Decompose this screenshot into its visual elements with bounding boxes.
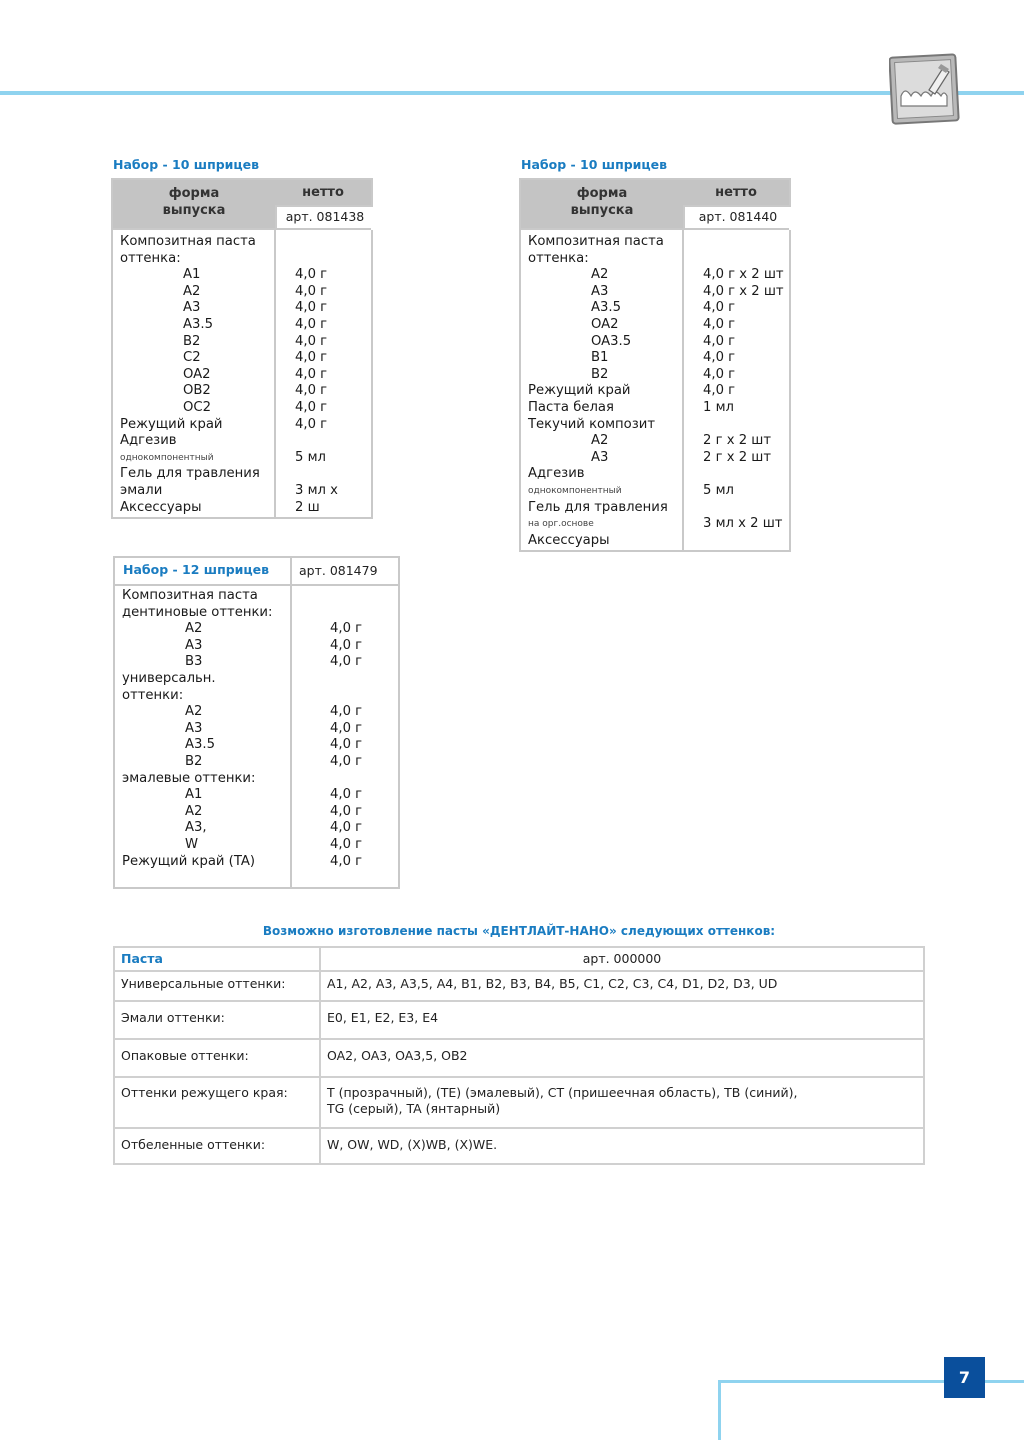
kit2-row-name: A2 bbox=[591, 267, 609, 283]
kit1-header-border bbox=[113, 228, 371, 230]
kit3-row-value: 4,0 г bbox=[330, 654, 363, 670]
kit2-col-form-line2: выпуска bbox=[570, 203, 634, 218]
kit1-col-net: нетто bbox=[302, 185, 344, 200]
kit2-row-name: оттенка: bbox=[528, 250, 589, 266]
kit2-row bbox=[521, 267, 789, 284]
shades-header-row bbox=[114, 947, 924, 971]
kit3-row bbox=[115, 704, 398, 721]
kit2-row bbox=[521, 466, 789, 483]
kit2-row bbox=[521, 417, 789, 434]
kit2-row bbox=[521, 300, 789, 317]
kit1-row-value: 4,0 г bbox=[295, 399, 328, 415]
kit1-row-value: 4,0 г bbox=[295, 383, 328, 399]
kit1-row-name: B2 bbox=[183, 333, 201, 349]
kit1-row-value: 4,0 г bbox=[295, 333, 328, 349]
kit1-row bbox=[113, 483, 371, 500]
kit2-row-value: 3 мл х 2 шт bbox=[703, 516, 783, 532]
shades-row-value-line2: TG (серый), TA (янтарный) bbox=[327, 1101, 501, 1116]
kit2-row bbox=[521, 334, 789, 351]
kit2-row-value: 4,0 г bbox=[703, 300, 736, 316]
kit1-col-form-line1: форма bbox=[168, 186, 220, 201]
shades-row bbox=[114, 1039, 924, 1077]
kit2-row-name: Паста белая bbox=[528, 399, 614, 415]
kit1-row bbox=[113, 300, 371, 317]
kit2-row-name: Режущий край bbox=[528, 383, 631, 399]
kit1-row-name: C2 bbox=[183, 350, 201, 366]
kit1-row-name: A3 bbox=[183, 300, 201, 316]
kit1-rows bbox=[113, 234, 371, 516]
kit2-row-value: 4,0 г bbox=[703, 333, 736, 349]
kit1-row-value: 4,0 г bbox=[295, 283, 328, 299]
kit1-col-form bbox=[113, 185, 275, 219]
kit1-row-name: Гель для травления bbox=[120, 466, 260, 482]
kit1-col-form-line2: выпуска bbox=[162, 203, 226, 218]
shades-col-paste: Паста bbox=[114, 947, 320, 971]
kit3-row-name: универсальн. bbox=[122, 670, 216, 686]
kit2-row-value: 5 мл bbox=[703, 482, 734, 498]
kit2-row bbox=[521, 383, 789, 400]
kit1-row bbox=[113, 350, 371, 367]
shades-row bbox=[114, 971, 924, 1001]
kit1-row bbox=[113, 367, 371, 384]
kit1-row bbox=[113, 466, 371, 483]
kit2-row-name: OA2 bbox=[591, 316, 619, 332]
kit1-row-name: A1 bbox=[183, 267, 201, 283]
shades-row-value: E0, E1, E2, E3, E4 bbox=[320, 1001, 924, 1039]
kit2-row bbox=[521, 433, 789, 450]
kit1-row-name: оттенка: bbox=[120, 250, 181, 266]
kit2-row-name: A3.5 bbox=[591, 300, 621, 316]
kit3-rows bbox=[115, 588, 398, 870]
kit3-row-value: 4,0 г bbox=[330, 737, 363, 753]
kit2-row-name: A2 bbox=[591, 433, 609, 449]
kit2-row bbox=[521, 350, 789, 367]
kit1-row-name: A2 bbox=[183, 283, 201, 299]
kit3-row-name: A2 bbox=[185, 704, 203, 720]
kit2-row-name: на орг.основе bbox=[528, 519, 594, 530]
kit2-rows bbox=[521, 234, 789, 549]
kit1-row bbox=[113, 267, 371, 284]
kit1-row-name: Композитная паста bbox=[120, 234, 256, 249]
top-divider-line bbox=[0, 91, 1024, 95]
kit2-row-value: 4,0 г bbox=[703, 350, 736, 366]
kit1-row bbox=[113, 500, 371, 517]
kit3-row bbox=[115, 804, 398, 821]
kit1-row-value: 4,0 г bbox=[295, 316, 328, 332]
shades-title: Возможно изготовление пасты «ДЕНТЛАЙТ-НАНО» следующих оттенков: bbox=[262, 924, 776, 938]
kit3-row-name: дентиновые оттенки: bbox=[122, 604, 273, 620]
kit1-row bbox=[113, 251, 371, 268]
kit3-row-value: 4,0 г bbox=[330, 753, 363, 769]
kit3-row-name: A3, bbox=[185, 820, 207, 836]
shades-row-value: A1, A2, A3, A3,5, A4, B1, B2, B3, B4, B5, C1, C2, C3, C4, D1, D2, D3, UD bbox=[320, 971, 924, 1001]
kit2-row-value: 4,0 г х 2 шт bbox=[703, 267, 784, 283]
kit2-row-name: B2 bbox=[591, 366, 609, 382]
kit2-col-net: нетто bbox=[715, 185, 757, 200]
kit1-row bbox=[113, 317, 371, 334]
shades-table bbox=[113, 946, 925, 1165]
kit3-row-value: 4,0 г bbox=[330, 853, 363, 869]
kit3-row bbox=[115, 721, 398, 738]
shades-row-label: Отбеленные оттенки: bbox=[114, 1128, 320, 1164]
shades-row-label: Универсальные оттенки: bbox=[114, 971, 320, 1001]
kit1-row-value: 3 мл х bbox=[295, 482, 338, 498]
kit1-row-value: 4,0 г bbox=[295, 267, 328, 283]
kit1-row-value: 4,0 г bbox=[295, 350, 328, 366]
shades-row-label: Эмали оттенки: bbox=[114, 1001, 320, 1039]
kit3-row-name: A2 bbox=[185, 803, 203, 819]
kit1-table bbox=[111, 178, 373, 519]
kit2-row-name: A3 bbox=[591, 449, 609, 465]
kit2-row-name: Адгезив bbox=[528, 466, 585, 482]
kit1-row-name: эмали bbox=[120, 482, 163, 498]
kit1-row bbox=[113, 400, 371, 417]
kit1-row bbox=[113, 334, 371, 351]
kit2-row bbox=[521, 400, 789, 417]
kit2-header-border bbox=[521, 228, 789, 230]
kit2-row bbox=[521, 450, 789, 467]
kit2-row-name: Текучий композит bbox=[528, 416, 656, 432]
kit1-title: Набор - 10 шприцев bbox=[113, 157, 260, 172]
kit3-row-name: W bbox=[185, 836, 199, 852]
kit2-row bbox=[521, 500, 789, 517]
kit3-row-name: оттенки: bbox=[122, 687, 184, 703]
shades-col-article: арт. 000000 bbox=[320, 947, 924, 971]
kit3-row bbox=[115, 820, 398, 837]
kit3-row-value: 4,0 г bbox=[330, 720, 363, 736]
kit2-row-name: B1 bbox=[591, 350, 609, 366]
kit1-row-name: A3.5 bbox=[183, 316, 213, 332]
kit1-row bbox=[113, 284, 371, 301]
kit3-row-name: Композитная паста bbox=[122, 588, 258, 603]
shades-row bbox=[114, 1077, 924, 1128]
kit1-row-name: Аксессуары bbox=[120, 499, 202, 515]
page-number: 7 bbox=[944, 1357, 985, 1398]
kit3-row-name: B3 bbox=[185, 654, 203, 670]
kit1-row-name: однокомпонентный bbox=[120, 452, 214, 463]
kit1-row bbox=[113, 433, 371, 450]
kit2-row-name: Аксессуары bbox=[528, 532, 610, 548]
kit3-row-name: B2 bbox=[185, 753, 203, 769]
kit3-article: арт. 081479 bbox=[299, 563, 378, 578]
kit1-row bbox=[113, 383, 371, 400]
kit2-row bbox=[521, 533, 789, 550]
kit3-row bbox=[115, 837, 398, 854]
kit3-row-name: A3 bbox=[185, 637, 203, 653]
kit1-row bbox=[113, 234, 371, 251]
kit2-row-name: A3 bbox=[591, 283, 609, 299]
kit2-row bbox=[521, 251, 789, 268]
kit3-row-value: 4,0 г bbox=[330, 836, 363, 852]
kit3-row-value: 4,0 г bbox=[330, 621, 363, 637]
kit2-col-form-line1: форма bbox=[576, 186, 628, 201]
shades-row-value: OA2, OA3, OA3,5, OB2 bbox=[320, 1039, 924, 1077]
kit2-row-value: 4,0 г bbox=[703, 383, 736, 399]
shades-row bbox=[114, 1128, 924, 1164]
kit1-row-name: OC2 bbox=[183, 399, 211, 415]
kit2-row-value: 2 г х 2 шт bbox=[703, 449, 772, 465]
kit3-row-name: A2 bbox=[185, 621, 203, 637]
kit3-row-name: Режущий край (TA) bbox=[122, 853, 256, 869]
kit1-row-name: OA2 bbox=[183, 366, 211, 382]
kit3-row bbox=[115, 638, 398, 655]
kit2-row-name: Гель для травления bbox=[528, 499, 668, 515]
kit2-row bbox=[521, 234, 789, 251]
kit2-row-value: 4,0 г х 2 шт bbox=[703, 283, 784, 299]
kit1-row-value: 4,0 г bbox=[295, 366, 328, 382]
kit3-row bbox=[115, 688, 398, 705]
kit3-row bbox=[115, 737, 398, 754]
kit1-row bbox=[113, 417, 371, 434]
kit3-row bbox=[115, 854, 398, 871]
kit3-row-name: A3.5 bbox=[185, 737, 215, 753]
shades-row-value bbox=[320, 1077, 924, 1128]
kit2-row-value: 4,0 г bbox=[703, 366, 736, 382]
kit3-row bbox=[115, 588, 398, 605]
kit2-row-value: 4,0 г bbox=[703, 316, 736, 332]
kit3-row bbox=[115, 771, 398, 788]
kit3-row-value: 4,0 г bbox=[330, 637, 363, 653]
kit3-title: Набор - 12 шприцев bbox=[123, 562, 270, 577]
kit2-row bbox=[521, 483, 789, 500]
kit2-row-name: Композитная паста bbox=[528, 234, 664, 249]
kit1-row bbox=[113, 450, 371, 467]
kit3-row bbox=[115, 654, 398, 671]
kit2-row-name: OA3.5 bbox=[591, 333, 632, 349]
kit3-row bbox=[115, 621, 398, 638]
kit3-row bbox=[115, 787, 398, 804]
kit2-row-name: однокомпонентный bbox=[528, 485, 622, 496]
kit1-article: арт. 081438 bbox=[275, 205, 373, 230]
kit1-row-name: Адгезив bbox=[120, 433, 177, 449]
kit3-row bbox=[115, 754, 398, 771]
kit1-row-name: Режущий край bbox=[120, 416, 223, 432]
shades-row-label: Опаковые оттенки: bbox=[114, 1039, 320, 1077]
kit2-table bbox=[519, 178, 791, 552]
kit2-row bbox=[521, 516, 789, 533]
kit1-row-value: 4,0 г bbox=[295, 416, 328, 432]
shades-row-value-line1: T (прозрачный), (TE) (эмалевый), CT (пришеечная область), TB (синий), bbox=[327, 1085, 798, 1100]
kit2-row bbox=[521, 367, 789, 384]
kit2-title: Набор - 10 шприцев bbox=[521, 157, 668, 172]
kit1-row-value: 2 ш bbox=[295, 499, 320, 515]
kit3-row-name: эмалевые оттенки: bbox=[122, 770, 256, 786]
kit3-row bbox=[115, 605, 398, 622]
kit3-row-value: 4,0 г bbox=[330, 803, 363, 819]
kit3-row-value: 4,0 г bbox=[330, 704, 363, 720]
kit3-row-value: 4,0 г bbox=[330, 787, 363, 803]
kit3-header bbox=[115, 558, 398, 586]
kit3-row-name: A1 bbox=[185, 787, 203, 803]
kit2-row-value: 2 г х 2 шт bbox=[703, 433, 772, 449]
dental-logo-icon bbox=[889, 52, 961, 126]
kit2-article: арт. 081440 bbox=[683, 205, 791, 230]
kit1-row-value: 4,0 г bbox=[295, 300, 328, 316]
shades-row bbox=[114, 1001, 924, 1039]
shades-row-value: W, OW, WD, (X)WB, (X)WE. bbox=[320, 1128, 924, 1164]
kit3-row-name: A3 bbox=[185, 720, 203, 736]
kit3-row-value: 4,0 г bbox=[330, 820, 363, 836]
kit2-row-value: 1 мл bbox=[703, 399, 734, 415]
kit2-row bbox=[521, 317, 789, 334]
kit1-row-value: 5 мл bbox=[295, 449, 326, 465]
kit2-col-form bbox=[521, 185, 683, 219]
shades-row-label: Оттенки режущего края: bbox=[114, 1077, 320, 1128]
kit3-table bbox=[113, 556, 400, 889]
kit1-row-name: OB2 bbox=[183, 383, 211, 399]
kit3-row bbox=[115, 671, 398, 688]
kit2-row bbox=[521, 284, 789, 301]
